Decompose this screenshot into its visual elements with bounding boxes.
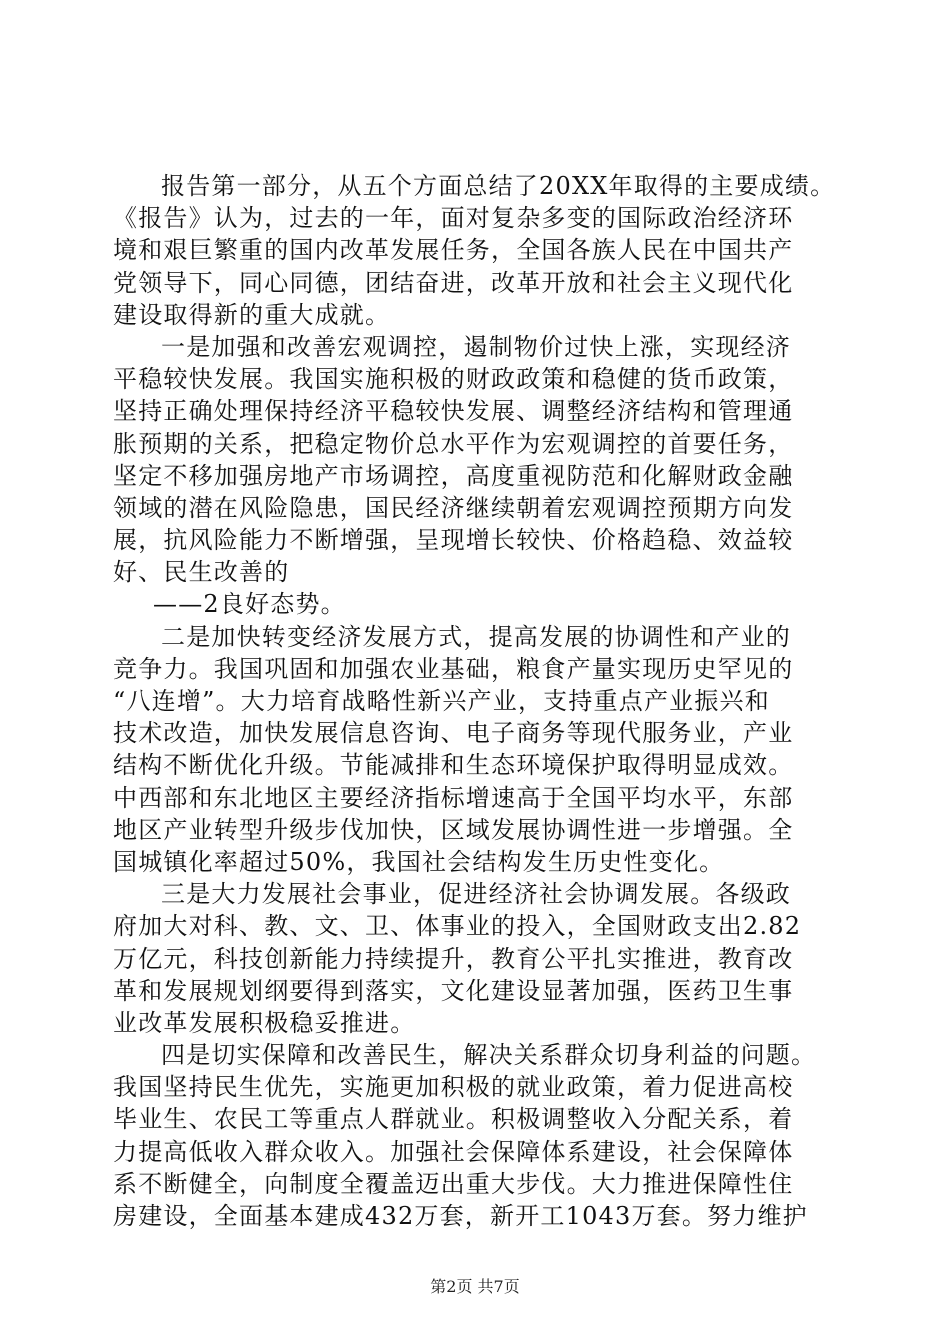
text-line: 领域的潜在风险隐患，国民经济继续朝着宏观调控预期方向发 <box>113 493 794 522</box>
text-line: 《报告》认为，过去的一年，面对复杂多变的国际政治经济环 <box>113 204 794 233</box>
text-line: 竞争力。我国巩固和加强农业基础，粮食产量实现历史罕见的 <box>113 654 794 683</box>
text-line: ——2良好态势。 <box>153 590 346 619</box>
text-line: 建设取得新的重大成就。 <box>113 300 391 329</box>
text-line: 地区产业转型升级步伐加快，区域发展协调性进一步增强。全 <box>113 815 794 844</box>
text-line: 系不断健全，向制度全覆盖迈出重大步伐。大力推进保障性住 <box>113 1169 794 1198</box>
page-number-label: 第2页 共7页 <box>430 1277 520 1296</box>
text-line: 好、民生改善的 <box>113 558 290 587</box>
text-line: 党领导下，同心同德，团结奋进，改革开放和社会主义现代化 <box>113 268 794 297</box>
text-line: 房建设，全面基本建成432万套，新开工1043万套。努力维护 <box>113 1202 808 1230</box>
text-line: 二是加快转变经济发展方式，提高发展的协调性和产业的 <box>161 622 791 651</box>
text-line: 毕业生、农民工等重点人群就业。积极调整收入分配关系，着 <box>113 1105 794 1134</box>
text-line: 我国坚持民生优先，实施更加积极的就业政策，着力促进高校 <box>113 1073 794 1102</box>
text-line: 一是加强和改善宏观调控，遏制物价过快上涨，实现经济 <box>161 332 791 361</box>
text-line: 坚定不移加强房地产市场调控，高度重视防范和化解财政金融 <box>113 461 794 490</box>
text-line: 国城镇化率超过50%，我国社会结构发生历史性变化。 <box>113 847 725 876</box>
page-footer <box>0 1274 950 1297</box>
text-line: 力提高低收入群众收入。加强社会保障体系建设，社会保障体 <box>113 1137 794 1166</box>
text-line: “八连增”。大力培育战略性新兴产业，支持重点产业振兴和 <box>113 687 770 715</box>
text-line: 四是切实保障和改善民生，解决关系群众切身利益的问题。 <box>161 1041 817 1070</box>
text-line: 展，抗风险能力不断增强，呈现增长较快、价格趋稳、效益较 <box>113 526 794 555</box>
text-line: 万亿元，科技创新能力持续提升，教育公平扎实推进，教育改 <box>113 944 794 973</box>
text-line: 结构不断优化升级。节能减排和生态环境保护取得明显成效。 <box>113 751 794 780</box>
text-line: 胀预期的关系，把稳定物价总水平作为宏观调控的首要任务， <box>113 429 794 458</box>
body-text <box>113 170 853 1232</box>
text-line: 革和发展规划纲要得到落实，文化建设显著加强，医药卫生事 <box>113 976 794 1005</box>
text-line: 中西部和东北地区主要经济指标增速高于全国平均水平，东部 <box>113 783 794 812</box>
text-line: 技术改造，加快发展信息咨询、电子商务等现代服务业，产业 <box>113 719 794 748</box>
text-line: 府加大对科、教、文、卫、体事业的投入，全国财政支出2.82 <box>113 912 802 941</box>
text-line: 三是大力发展社会事业，促进经济社会协调发展。各级政 <box>161 880 791 909</box>
text-line: 报告第一部分，从五个方面总结了20XX年取得的主要成绩。 <box>161 172 836 200</box>
text-line: 境和艰巨繁重的国内改革发展任务，全国各族人民在中国共产 <box>113 236 794 265</box>
text-line: 平稳较快发展。我国实施积极的财政政策和稳健的货币政策， <box>113 365 794 394</box>
text-line: 业改革发展积极稳妥推进。 <box>113 1008 416 1037</box>
text-line: 坚持正确处理保持经济平稳较快发展、调整经济结构和管理通 <box>113 397 794 426</box>
